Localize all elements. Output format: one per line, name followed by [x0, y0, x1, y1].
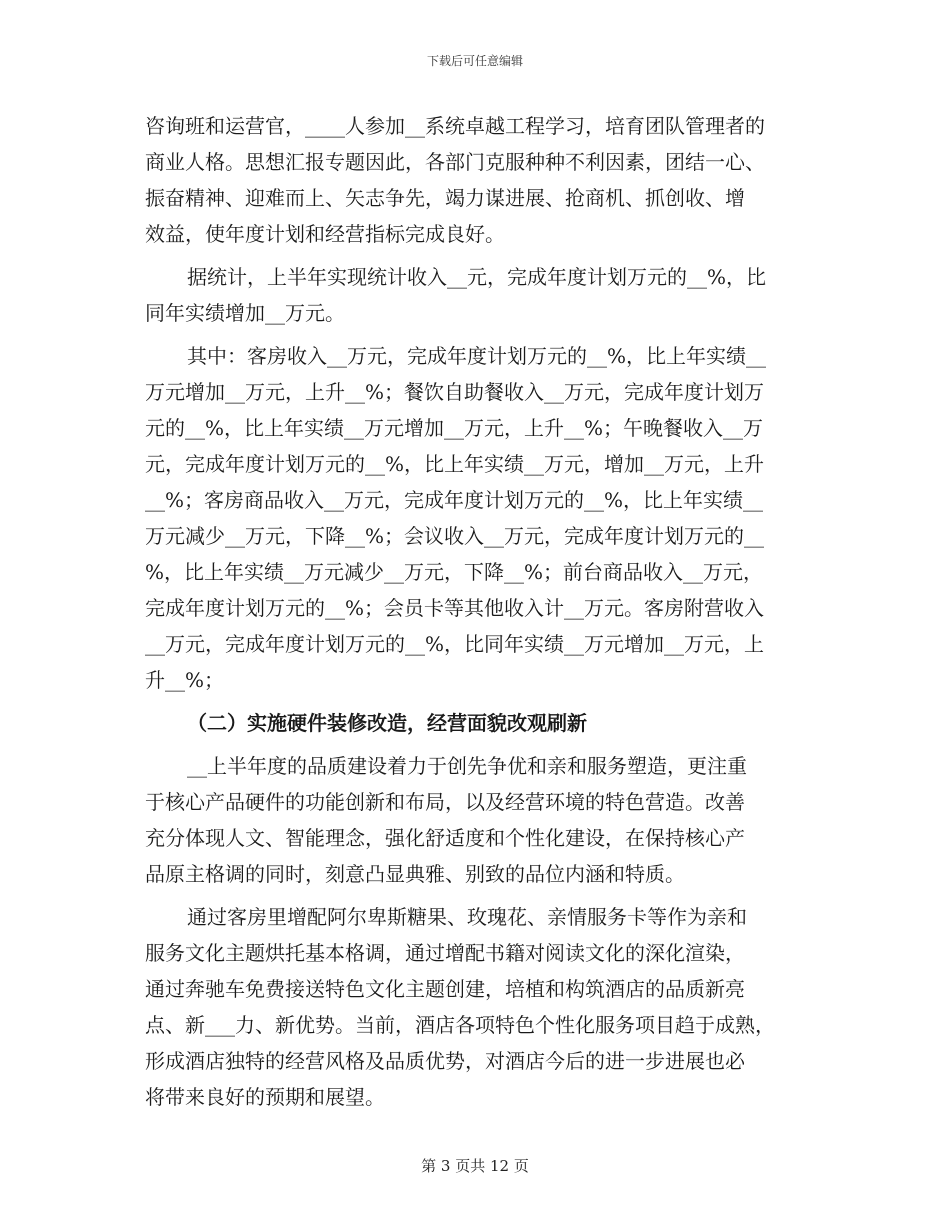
text-line: 充分体现人文、智能理念，强化舒适度和个性化建设，在保持核心产: [145, 826, 745, 850]
text-line: 其中：客房收入__万元，完成年度计划万元的__%，比上年实绩__: [187, 344, 767, 368]
text-line: 将带来良好的预期和展望。: [145, 1085, 385, 1109]
paragraph-2: [145, 259, 810, 331]
paragraph-1: [145, 108, 810, 252]
text-line: 据统计，上半年实现统计收入__元，完成年度计划万元的__%，比: [187, 265, 767, 289]
text-line: 咨询班和运营官，____人参加__系统卓越工程学习，培育团队管理者的: [145, 114, 765, 138]
text-line: 同年实绩增加__万元。: [145, 301, 345, 325]
page-header: 下载后可任意编辑: [426, 54, 523, 68]
text-line: 万元减少__万元，下降__%；会议收入__万元，完成年度计划万元的__: [145, 524, 765, 548]
text-line: 于核心产品硬件的功能创新和布局，以及经营环境的特色营造。改善: [145, 790, 745, 814]
document-body: [145, 108, 810, 1115]
text-line: 效益，使年度计划和经营指标完成良好。: [145, 222, 505, 246]
text-line: 服务文化主题烘托基本格调，通过增配书籍对阅读文化的深化渲染，: [145, 941, 745, 965]
text-line: 万元增加__万元，上升__%；餐饮自助餐收入__万元，完成年度计划万: [145, 380, 765, 404]
paragraph-3: [145, 338, 810, 698]
text-line: __%；客房商品收入__万元，完成年度计划万元的__%，比上年实绩__: [145, 488, 764, 512]
text-line: 品原主格调的同时，刻意凸显典雅、别致的品位内涵和特质。: [145, 862, 685, 886]
text-line: 商业人格。思想汇报专题因此，各部门克服种种不利因素，团结一心、: [145, 150, 765, 174]
paragraph-4: [145, 748, 810, 892]
text-line: 振奋精神、迎难而上、矢志争先，竭力谋进展、抢商机、抓创收、增: [145, 186, 745, 210]
section-heading: （二）实施硬件装修改造，经营面貌改观刷新: [187, 711, 587, 735]
text-line: 通过客房里增配阿尔卑斯糖果、玫瑰花、亲情服务卡等作为亲和: [187, 905, 747, 929]
text-line: 完成年度计划万元的__%；会员卡等其他收入计__万元。客房附营收入: [145, 596, 765, 620]
text-line: 点、新___力、新优势。当前，酒店各项特色个性化服务项目趋于成熟，: [145, 1013, 775, 1037]
page-footer: 第 3 页共 12 页: [421, 1157, 529, 1175]
text-line: 升__%；: [145, 668, 225, 692]
text-line: 形成酒店独特的经营风格及品质优势，对酒店今后的进一步进展也必: [145, 1049, 745, 1073]
text-line: 元，完成年度计划万元的__%，比上年实绩__万元，增加__万元，上升: [145, 452, 765, 476]
paragraph-5: [145, 899, 810, 1115]
text-line: 通过奔驰车免费接送特色文化主题创建，培植和构筑酒店的品质新亮: [145, 977, 745, 1001]
text-line: %，比上年实绩__万元减少__万元，下降__%；前台商品收入__万元，: [145, 560, 764, 584]
text-line: 元的__%，比上年实绩__万元增加__万元，上升__%；午晚餐收入__万: [145, 416, 764, 440]
text-line: __万元，完成年度计划万元的__%，比同年实绩__万元增加__万元，上: [145, 632, 765, 656]
text-line: __上半年度的品质建设着力于创先争优和亲和服务塑造，更注重: [187, 754, 747, 778]
